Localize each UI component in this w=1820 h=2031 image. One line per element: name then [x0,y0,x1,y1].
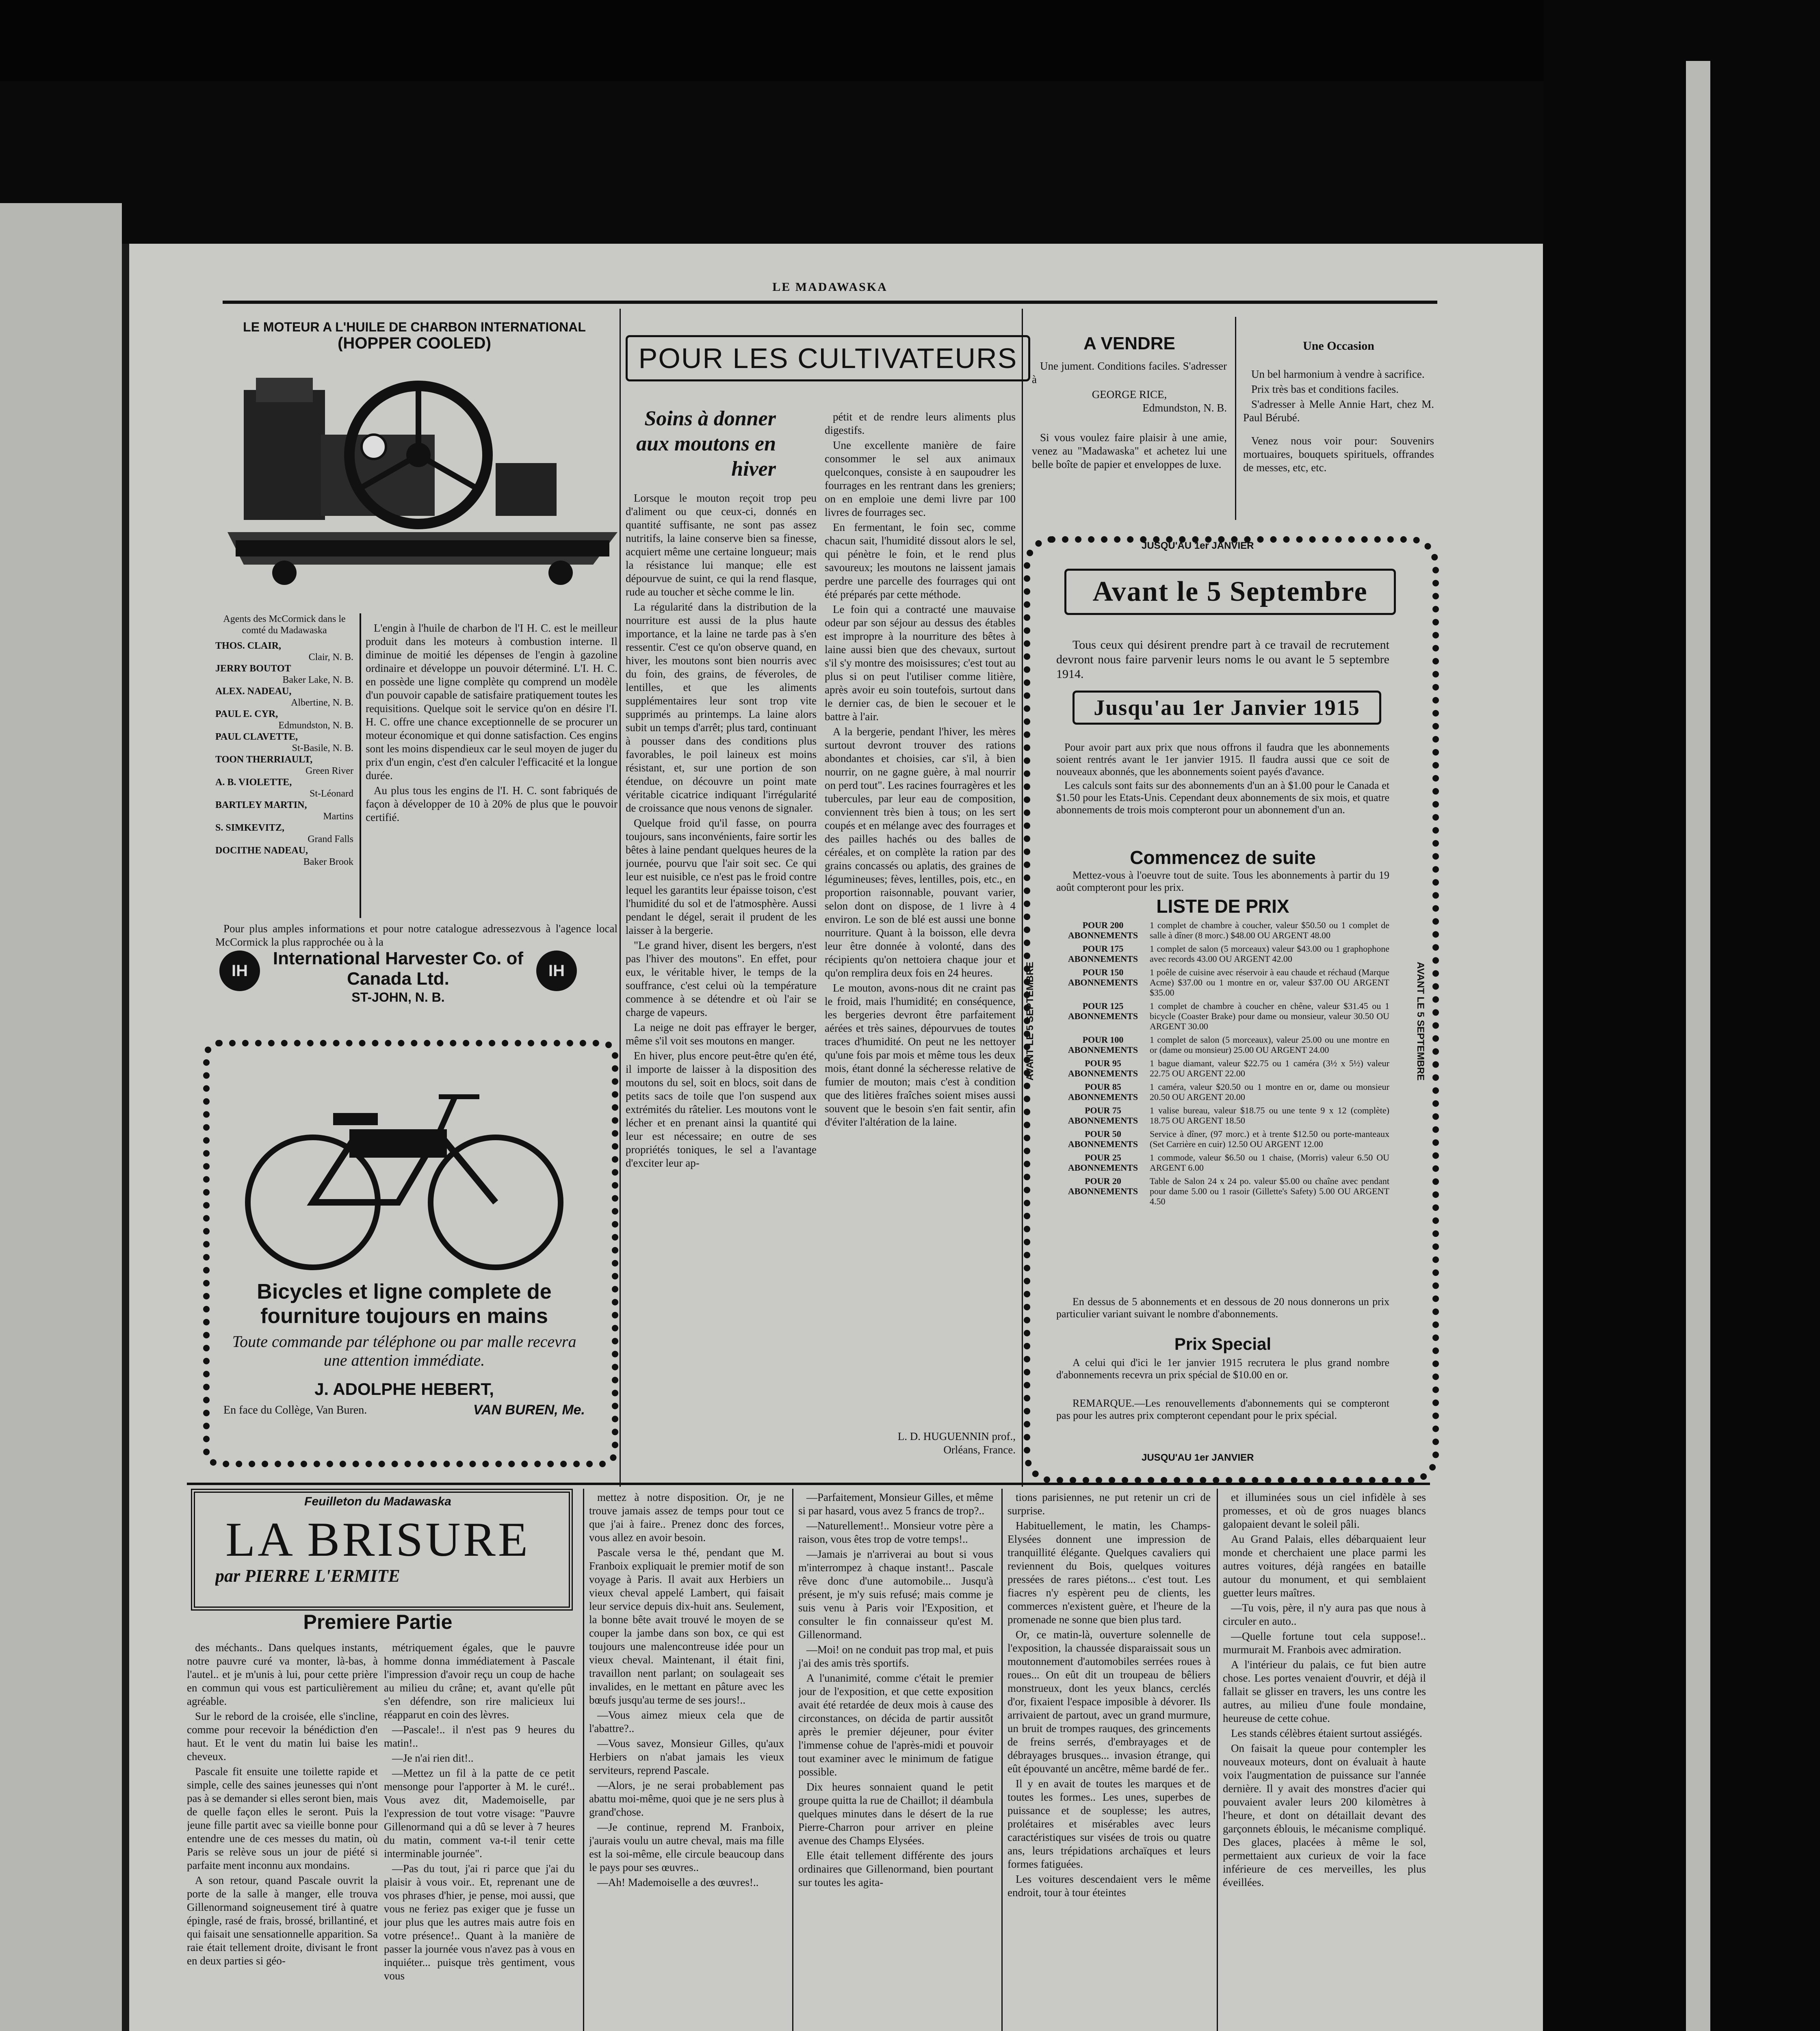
contest-body [1056,741,1389,818]
feuilleton-para: —Pas du tout, j'ai ri parce que j'ai du plaisir à vous voir.. Et, reprenant une de vos phrases d'hier, je pense, moi aussi, que vous ne feriez pas exiger que je fusse un jour plus que les autres mais autre fois en votre présence!.. Quant à la manière de passer la journée vous n'avez pas à vous en inquiéter... puisque très gentiment, vous vous [384,1862,575,1982]
bicycle-illustration [228,1068,585,1280]
prize-level: POUR 175 ABONNEMENTS [1068,944,1138,964]
contest-title2: Jusqu'au 1er Janvier 1915 [1072,691,1381,725]
ih-logo-right: IH [536,951,577,991]
feuilleton-author: par PIERRE L'ERMITE [215,1566,400,1586]
prize-desc: Table de Salon 24 x 24 po. valeur $5.00 ou chaîne avec pendant pour dame 5.00 ou 1 rasoir (Gillette's Safety) 5.00 OU ARGENT 4.50 [1150,1176,1389,1206]
bike-subline: Toute commande par téléphone ou par malle recevra une attention immédiate. [232,1332,576,1369]
farmers-banner: POUR LES CULTIVATEURS [626,335,1030,381]
section-rule [187,1483,1430,1485]
prize-level: POUR 125 ABONNEMENTS [1068,1001,1138,1021]
farmers-para: A la bergerie, pendant l'hiver, les mères surtout devront trouver des rations abondantes et choisies, car s'il, à bien nourrir, on ne gagne guère, à mal nourrir on perd tout". Les racines fourragères et les tubercules, par leur eau de composition, conviennent très bien à tous; on les sert coupés et en mélange avec des fourrages et des pailles hachés ou des balles de céréales, et on complète la ration par des grains concassés ou aplatis, des graines de légumineuses; fèves, lentilles, pois, etc., en proportion raisonnable, pouvant varier, selon dont on dispose, de 1 livre à 4 environ. Le son de blé est aussi une bonne nourriture. Quant à la boisson, elle devra leur être donnée à volonté, dans des récipients qu'on nettoiera chaque jour et qu'on remplira deux fois en 24 heures. [825,725,1016,979]
signature-name: L. D. HUGUENNIN prof., [897,1430,1016,1442]
prize-row [1056,967,1389,998]
prize-desc: 1 valise bureau, valeur $18.75 ou une tente 9 x 12 (complète) 18.75 OU ARGENT 18.50 [1150,1105,1389,1126]
contest-below: En dessus de 5 abonnements et en dessous de 20 nous donnerons un prix particulier variant suivant le nombre d'abonnements. [1056,1296,1389,1320]
prize-row [1056,1176,1389,1206]
agent-town: St-Basile, N. B. [292,743,353,754]
board-strip [1686,61,1710,2031]
occasion-text: Un bel harmonium à vendre à sacrifice. [1251,368,1425,380]
farmers-para: Quelque froid qu'il fasse, on pourra toujours, sans inconvénients, faire sortir les bêtes à laine pendant quelques heures de la journée, pourvu que l'air soit sec. Ce qui leur est nuisible, ce n'est pas le froid contre lequel les garantits leur épaisse toison, c'est l'humidité du sol et de l'atmosphère. Aussi pendant le dégel, serait il prudent de les laisser à la bergerie. [626,817,817,936]
feuilleton-para: —Ah! Mademoiselle a des œuvres!.. [597,1876,759,1888]
prize-row [1056,1152,1389,1173]
ih-title-line2: (HOPPER COOLED) [338,334,491,351]
prize-desc: 1 caméra, valeur $20.50 ou 1 montre en or, dame ou monsieur 20.50 OU ARGENT 20.00 [1150,1082,1389,1102]
agent-town: Baker Lake, N. B. [282,675,353,685]
feuilleton-para: des méchants.. Dans quelques instants, notre pauvre curé va monter, là-bas, à l'autel.. et je m'unis à lui, pour cette prière en commun qui vous est particulièrement agréable. [187,1641,378,1707]
col-divider [1235,317,1236,520]
agent-name: ALEX. NADEAU, [215,686,292,697]
left-tab [0,203,122,2031]
masthead: LE MADAWASKA [772,280,888,294]
feuilleton-para: —Moi! on ne conduit pas trop mal, et puis j'ai des amis très sportifs. [798,1643,993,1669]
prize-level: POUR 200 ABONNEMENTS [1068,920,1138,940]
occasion-title: Une Occasion [1303,339,1374,353]
feuilleton-title: LA BRISURE [225,1513,531,1566]
feuilleton-para: —Jamais je n'arriverai au bout si vous m'interrompez à chaque instant!.. Pascale rêve donc d'une automobile... Jusqu'à présent, je m'y suis refusé; mais comme je suis venu à Paris voir l'Exposition, et consulter le fin connaisseur qu'est M. Gillenormand. [798,1548,993,1641]
feuilleton-para: et illuminées sous un ciel infidèle à ses promesses, et où de gros nuages blancs galopaient devant le soleil pâli. [1223,1491,1426,1530]
farmers-para: En fermentant, le foin sec, comme chacun sait, l'humidité dissout alors le sel, qui pénètre le foin, et le rend plus savoureux; les moutons ne laissent jamais perdre une parcelle des fourrages qui ont été préparés par cette méthode. [825,521,1016,600]
feuilleton-col6 [1223,1491,1426,2031]
feuilleton-para: On faisait la queue pour contempler les nouveaux moteurs, dont on évaluait à haute voix l'augmentation de puissance sur l'année dernière. Il y avait des monstres d'acier qui pouvaient avaler leurs 200 kilomètres à l'heure, et dont on détaillait devant des garçonnets éblouis, le mécanisme compliqué. Des glaces, placées à même le sol, permettaient aux curieux de voir la face inférieure de ces merveilles, les plus éveillées. [1223,1742,1426,1888]
feuilleton-para: —Alors, je ne serai probablement pas abattu moi-même, quoi que je ne sers plus à grand'chose. [589,1779,784,1818]
agent-town: Albertine, N. B. [291,697,353,708]
agent-name: JERRY BOUTOT [215,663,291,674]
col-divider [1022,309,1023,1487]
occasion-text: Prix très bas et conditions faciles. [1251,383,1399,395]
prize-level: POUR 95 ABONNEMENTS [1068,1058,1138,1078]
farmers-headline: Soins à donner aux moutons en hiver [636,407,776,481]
a-vendre-title: A VENDRE [1083,333,1175,353]
prize-level: POUR 85 ABONNEMENTS [1068,1082,1138,1102]
a-vendre-text: Une jument. Conditions faciles. S'adresser à [1032,360,1227,385]
prize-desc: 1 complet de salon (5 morceaux), valeur 25.00 ou une montre en or (dame ou monsieur) 25.00 OU ARGENT 24.00 [1150,1035,1389,1055]
scan-border-right [1544,0,1820,2031]
contest-body-text: Les calculs sont faits sur des abonnements d'un an à $1.00 pour le Canada et $1.50 pour les Etats-Unis. Cependant deux abonnements de six mois, et quatre abonnements de trois mois compteront pour un abonnement d'un an. [1056,779,1389,816]
feuilleton-para: Pascale versa le thé, pendant que M. Franboix expliquait le premier motif de son voyage à Paris. Il avait aux Herbiers un vieux cheval appelé Lambert, qui faisait leur service depuis dix-huit ans. Seulement, la bonne bête avait trouvé le moyen de se couper la jambe dans son box, ce qui est toujours une malencontreuse idée pour un vieux cheval. Maintenant, il était fini, travaillon nent parlant; on soulageait ses invalides, en le mettant en pâture avec les bœufs jusqu'au terme de ses jours!.. [589,1546,784,1706]
feuilleton-para: métriquement égales, que le pauvre homme donna immédiatement à Pascale l'impression d'avoir reçu un coup de hache au milieu du crâne; et, avant qu'elle pût s'en défendre, son rire malicieux lui réapparut en coin des lèvres. [384,1641,575,1721]
feuilleton-col2 [384,1641,575,2031]
feuilleton-para: —Vous aimez mieux cela que de l'abattre?.. [589,1709,784,1734]
feuilleton-para: —Parfaitement, Monsieur Gilles, et même si par hasard, vous avez 5 francs de trop?.. [798,1491,993,1517]
agent-entry [215,663,353,686]
agent-entry [215,799,353,822]
engine-illustration [228,362,618,589]
special-title: Prix Special [1174,1334,1272,1353]
contest-body-text: Pour avoir part aux prix que nous offrons il faudra que les abonnements soient rentrés avant le 1er janvier 1915. Il faudra aussi que ce soit de nouveaux abonnés, que les abonnements soient payés d'avance. [1056,741,1389,777]
agent-town: St-Léonard [310,788,353,799]
ih-body [366,621,618,826]
prize-row [1056,1035,1389,1055]
prize-desc: Service à dîner, (97 morc.) et à trente $12.50 ou porte-manteaux (Set Carrière en cuir) 12.50 OU ARGENT 12.00 [1150,1129,1389,1149]
special-body: A celui qui d'ici le 1er janvier 1915 recrutera le plus grand nombre d'abonnements recevra un prix spécial de $10.00 en or. [1056,1357,1389,1381]
feuilleton-para: Sur le rebord de la croisée, elle s'incline, comme pour recevoir la bénédiction d'en haut. Et le vent du matin lui baise les cheveux. [187,1710,378,1763]
feuilleton-para: —Mettez un fil à la patte de ce petit mensonge pour l'apporter à M. le curé!.. Vous avez dit, Mademoiselle, par l'expression de tout votre visage: "Pauvre Gillenormand qui a dû se lever à 7 heures du matin, comment va-t-il tenir cette interminable journée". [384,1767,575,1860]
special-remarque: REMARQUE.—Les renouvellements d'abonnements qui se compteront pas pour les autres prix compteront cependant pour le prix spécial. [1056,1397,1389,1421]
feuilleton-para: —Je n'ai rien dit!.. [392,1752,474,1764]
contest-border-left: AVANT LE 5 SEPTEMBRE [1025,961,1036,1081]
feuilleton-para: Les stands célèbres étaient surtout assiégés. [1231,1727,1422,1739]
farmers-para: En hiver, plus encore peut-être qu'en été, il importe de laisser à la disposition des moutons du sel, soit en blocs, soit dans de petits sacs de toile que l'on suspend aux extrémités du râtelier. Les moutons vont le lécher et en prenant ainsi la quantité qui leur est nécessaire; en outre de ses propriétés toniques, le sel a l'avantage d'exciter leur ap- [626,1050,817,1169]
prize-level: POUR 75 ABONNEMENTS [1068,1105,1138,1126]
feuilleton-para: Dix heures sonnaient quand le petit groupe quitta la rue de Chaillot; il déambula quelques minutes dans le désert de la rue Pierre-Charron pour arriver en pleine avenue des Champs Elysées. [798,1781,993,1847]
liste-title: LISTE DE PRIX [1156,896,1289,917]
agent-name: A. B. VIOLETTE, [215,777,292,788]
agent-name: TOON THERRIAULT, [215,754,313,765]
contest-title: Avant le 5 Septembre [1064,569,1396,615]
feuilleton-para: mettez à notre disposition. Or, je ne trouve jamais assez de temps pour tout ce que j'ai à faire.. Prenez donc des forces, vous allez en avoir besoin. [589,1491,784,1544]
agent-entry [215,708,353,731]
feuilleton-para: tions parisiennes, ne put retenir un cri de surprise. [1008,1491,1211,1517]
contest-intro: Tous ceux qui désirent prendre part à ce travail de recrutement devront nous faire parvenir leurs noms le ou avant le 5 septembre 1914. [1056,638,1389,681]
commencez-title: Commencez de suite [1130,847,1316,868]
feuilleton-para: —Je continue, reprend M. Franboix, j'aurais voulu un autre cheval, mais ma fille est la soi-même, elle circule beaucoup dans le pays pour ses œuvres.. [589,1821,784,1873]
farmers-para: Lorsque le mouton reçoit trop peu d'aliment ou que ceux-ci, donnés en quantité suffisante, ne sont pas assez nutritifs, la laine conserve bien sa finesse, acquiert même une certaine longueur; mais la résistance lui manque; elle est dépourvue de suint, ce qui la rend flasque, rude au toucher et sèche comme le lin. [626,492,817,598]
header-rule [223,301,1437,304]
prize-row [1056,1082,1389,1102]
ih-body-text2: Au plus tous les engins de l'I. H. C. sont fabriqués de façon à développer de 10 à 20% de plus que le pouvoir certifié. [366,784,618,823]
ih-title [211,319,618,351]
feuilleton-para: Habituellement, le matin, les Champs-Elysées donnent une impression de tranquillité élégante. Quelques cavaliers qui reviennent du Bois, quelques voitures pressées de rares piétons... c'est tout. Les fiacres n'y espèrent peu de clients, les commerces n'existent guère, et l'heure de la promenade ne sonne que bien plus tard. [1008,1520,1211,1626]
agents-intro: Agents des McCormick dans le comté du Madawaska [223,614,346,636]
feuilleton-para: Il y en avait de toutes les marques et de toutes les formes.. Les unes, superbes de puissance et de souplesse; les autres, prolétaires et misérables avec leurs caractéristiques sur visées de trois ou quatre ans, leurs trépidations archaïques et leurs formes fatiguées. [1008,1778,1211,1870]
company-city: ST-JOHN, N. B. [351,990,445,1005]
agents-divider [360,613,361,918]
col-divider [1217,1489,1218,2031]
prize-row [1056,944,1389,964]
prize-level: POUR 150 ABONNEMENTS [1068,967,1138,987]
ih-logo-left: IH [219,951,260,991]
agent-name: PAUL E. CYR, [215,709,278,719]
agent-town: Green River [306,766,353,776]
a-vendre-note: Si vous voulez faire plaisir à une amie, venez au "Madawaska" et achetez lui une belle boîte de papier et enveloppes de luxe. [1032,431,1227,470]
agent-town: Baker Brook [303,857,353,867]
agent-entry [215,640,353,663]
feuilleton-para: —Tu vois, père, il n'y aura pas que nous à circuler en auto.. [1223,1602,1426,1627]
contest-border-top: JUSQU'AU 1er JANVIER [1142,540,1254,551]
ih-body-text3: Pour plus amples informations et pour notre catalogue adressezvous à l'agence local McCormick la plus rapprochée ou à la [215,922,618,948]
agent-town: Clair, N. B. [308,652,353,663]
occasion-body [1243,368,1434,476]
prize-level: POUR 20 ABONNEMENTS [1068,1176,1138,1196]
agent-name: PAUL CLAVETTE, [215,732,298,742]
feuilleton-kicker: Feuilleton du Madawaska [304,1495,451,1508]
feuilleton-para: A son retour, quand Pascale ouvrit la porte de la salle à manger, elle trouva Gillenormand soigneusement tiré à quatre épingle, rasé de frais, brossé, brillantiné, et qui faisait une sensationnelle apparition. Sa raie était tellement droite, divisant le front en deux parties si géo- [187,1874,378,1967]
feuilleton-col5 [1008,1491,1211,2031]
agent-name: THOS. CLAIR, [215,641,282,651]
feuilleton-para: —Quelle fortune tout cela suppose!.. murmurait M. Franbois avec admiration. [1223,1630,1426,1656]
feuilleton-para: A l'intérieur du palais, ce fut bien autre chose. Les portes venaient d'ouvrir, et déjà il fallait se glisser en travers, les uns contre les autres, au milieu d'une foule mondaine, heureuse de cette cohue. [1223,1659,1426,1724]
a-vendre-place: Edmundston, N. B. [1142,402,1227,414]
col-divider [620,309,621,1487]
prize-level: POUR 25 ABONNEMENTS [1068,1152,1138,1173]
agent-name: S. SIMKEVITZ, [215,823,285,833]
prize-desc: 1 commode, valeur $6.50 ou 1 chaise, (Morris) valeur 6.50 OU ARGENT 6.00 [1150,1152,1389,1173]
feuilleton-para: Au Grand Palais, elles débarquaient leur monde et cherchaient une place parmi les autres voitures, déjà rangées en bataille autour du monument, et qui semblaient guetter leurs maîtres. [1223,1533,1426,1599]
occasion-text: S'adresser à Melle Annie Hart, chez M. Paul Bérubé. [1243,398,1434,424]
farmers-para: La régularité dans la distribution de la nourriture est aussi de la plus haute importance, et la laine ne tarde pas à s'en ressentir. C'est ce qu'on observe quand, en hiver, les moutons sont bien nourris avec du foin, des grains, de féveroles, de lentilles, et que les aliments supplémentaires leur sont trop vite supprimés au printemps. La laine alors subit un temps d'arrêt; plus tard, continuant à pousser dans des conditions plus favorables, le poil laineux est moins résistant, et, sur une portion de son étendue, on découvre un point mate véritable cicatrice indiquant l'irrégularité de croissance que nous venons de signaler. [626,601,817,814]
occasion-text: Venez nous voir pour: Souvenirs mortuaires, bouquets spirituels, offrandes de messes, etc, etc. [1243,435,1434,474]
feuilleton-part: Premiere Partie [303,1611,453,1633]
bike-address-left: En face du Collège, Van Buren. [223,1404,367,1416]
bike-merchant: J. ADOLPHE HEBERT, [314,1379,494,1399]
prize-desc: 1 complet de salon (5 morceaux) valeur $43.00 ou 1 graphophone avec records 43.00 OU ARGENT 42.00 [1150,944,1389,964]
feuilleton-para: —Pascale!.. il n'est pas 9 heures du matin!.. [384,1724,575,1749]
col-divider [1001,1489,1003,2031]
a-vendre-body [1032,359,1227,473]
signature-place: Orléans, France. [943,1444,1016,1456]
feuilleton-col1 [187,1641,378,2031]
feuilleton-para: Elle était tellement différente des jours ordinaires que Gillenormand, bien pourtant sur toutes les agita- [798,1849,993,1888]
prize-row [1056,920,1389,940]
col-divider [583,1489,584,2031]
agent-town: Martins [323,811,353,822]
prize-list [1056,920,1389,1210]
ih-agents [215,613,353,868]
agent-town: Edmundston, N. B. [278,720,353,731]
agent-entry [215,731,353,754]
farmers-para: "Le grand hiver, disent les bergers, n'est pas l'hiver des moutons". En effet, pour eux, le véritable hiver, le temps de la souffrance, c'est celui où la température commence à se détendre et où l'air se charge de vapeurs. [626,939,817,1018]
ih-contact [215,922,618,951]
ih-body-text: L'engin à l'huile de charbon de l'I H. C. est le meilleur produit dans les moteurs à combustion interne. Il diminue de moitié les dépenses de l'engin à gazoline ordinaire et développe un pouvoir déterminé. L'I. H. C. en possède une ligne complète qu comprend un modèle d'un pouvoir capable de satisfaire pratiquement toutes les requisitions. Quelque soit le service qu'on en désire l'I. H. C. offre une chance exceptionnelle de se procurer un moteur économique et qui donne satisfaction. Ces engins sont les moins dispendieux car le seul moyen de juger du prix d'un engin, c'est d'en calculer l'efficacité et la longue durée. [366,622,618,782]
feuilleton-col3 [589,1491,784,2031]
bike-headline: Bicycles et ligne complete de fourniture toujours en mains [257,1280,552,1328]
farmers-para: Le mouton, avons-nous dit ne craint pas le froid, mais l'humidité; en conséquence, les bergeries devront être parfaitement aérées et très saines, dépourvues de toutes traces d'humidité. On peut ne les nettoyer qu'une fois par mois et même tous les deux mois, étant donné la sécheresse relative de fumier de mouton; mais c'est à condition que des litières fraîches soient mises aussi souvent que le besoin s'en fait sentir, afin d'éviter l'altération de la laine. [825,982,1016,1128]
farmers-para: pétit et de rendre leurs aliments plus digestifs. [825,411,1016,436]
farmers-para: La neige ne doit pas effrayer le berger, même s'il voit ses moutons en manger. [626,1021,817,1047]
prize-row [1056,1105,1389,1126]
contest-border-bottom: JUSQU'AU 1er JANVIER [1142,1452,1254,1463]
company-name: International Harvester Co. of Canada Ltd. [273,948,524,989]
feuilleton-para: Les voitures descendaient vers le même endroit, tour à tour éteintes [1008,1873,1211,1899]
agent-entry [215,822,353,845]
feuilleton-col4 [798,1491,993,2031]
prize-desc: 1 bague diamant, valeur $22.75 ou 1 caméra (3½ x 5½) valeur 22.75 OU ARGENT 22.00 [1150,1058,1389,1078]
prize-row [1056,1129,1389,1149]
prize-desc: 1 complet de chambre à coucher en chêne, valeur $31.45 ou 1 bicycle (Coaster Brake) pour dame ou monsieur, valeur 30.50 OU ARGENT 30.00 [1150,1001,1389,1031]
prize-desc: 1 poêle de cuisine avec réservoir à eau chaude et réchaud (Marque Acme) $37.00 ou 1 montre en or, valeur $37.00 OU ARGENT $35.00 [1150,967,1389,998]
ih-company [268,948,528,1005]
feuilleton-para: Or, ce matin-là, ouverture solennelle de l'exposition, la chaussée disparaissait sous un moutonnement d'automobiles serrées roues à roues... On eût dit un troupeau de bêliers monstrueux, dont les yeux blancs, cerclés d'or, fixaient l'espace imposible à dévorer. Ils arrivaient de partout, avec un grand murmure, un bruit de trompes rauques, des grincements de freins serrés, d'embrayages et de débrayages brusques... invasion étrange, qui eût épouvanté un ancêtre, même bardé de fer.. [1008,1628,1211,1775]
commencez-body: Mettez-vous à l'oeuvre tout de suite. Tous les abonnements à partir du 19 août compteront pour les prix. [1056,869,1389,893]
agent-town: Grand Falls [308,834,353,844]
prize-level: POUR 50 ABONNEMENTS [1068,1129,1138,1149]
feuilleton-para: —Naturellement!.. Monsieur votre père a raison, vous êtes trop de votre temps!.. [798,1520,993,1545]
agent-entry [215,686,353,708]
bike-address-right: VAN BUREN, Me. [473,1403,585,1417]
ih-title-line1: LE MOTEUR A L'HUILE DE CHARBON INTERNATIONAL [243,320,586,334]
feuilleton-para: —Vous savez, Monsieur Gilles, qu'aux Herbiers on n'abat jamais les vieux serviteurs, reprend Pascale. [589,1737,784,1776]
farmers-para: Le foin qui a contracté une mauvaise odeur par son séjour au dessus des étables est impropre à la nourriture des bêtes à laine aussi bien que des chevaux, surtout s'il s'y montre des moisissures; c'est tout au plus si on peut l'utiliser comme litière, après avoir eu soin toutefois, surtout dans le dernier cas, de bien le secouer et le battre à l'air. [825,603,1016,723]
agent-name: BARTLEY MARTIN, [215,800,307,810]
agent-entry [215,845,353,868]
col-divider [792,1489,793,2031]
farmers-col1 [626,492,817,1466]
feuilleton-para: A l'unanimité, comme c'était le premier jour de l'exposition, et que cette exposition avait été retardée de deux mois à cause des circonstances, on décida de partir aussitôt après le premier déjeuner, pour éviter l'immense cohue de l'après-midi et pouvoir tout examiner avec le minimum de fatigue possible. [798,1672,993,1778]
farmers-signature [825,1430,1016,1457]
feuilleton-para: Pascale fit ensuite une toilette rapide et simple, celle des saines jeunesses qui n'ont pas à se demander si elles seront bien, mais de quelle façon elles le seront. Puis la jeune fille partit avec sa vieille bonne pour entendre une de ces messes du matin, où Paris se relève sous un jour de piété si parfaite ment inconnu aux mondains. [187,1765,378,1871]
a-vendre-name: GEORGE RICE, [1092,388,1167,401]
farmers-col2 [825,410,1016,1418]
contest-border-right: AVANT LE 5 SEPTEMBRE [1415,961,1426,1081]
prize-desc: 1 complet de chambre à coucher, valeur $50.50 ou 1 complet de salle à dîner (8 morc.) $48.00 OU ARGENT 48.00 [1150,920,1389,940]
agent-entry [215,754,353,777]
prize-level: POUR 100 ABONNEMENTS [1068,1035,1138,1055]
agent-entry [215,777,353,799]
farmers-para: Une excellente manière de faire consommer le sel aux animaux quelconques, consiste à en saupoudrer les fourrages en les rentrant dans les greniers; on en emploie une demi livre par 100 livres de fourrages sec. [825,439,1016,518]
prize-row [1056,1058,1389,1078]
prize-row [1056,1001,1389,1031]
agent-name: DOCITHE NADEAU, [215,845,308,856]
